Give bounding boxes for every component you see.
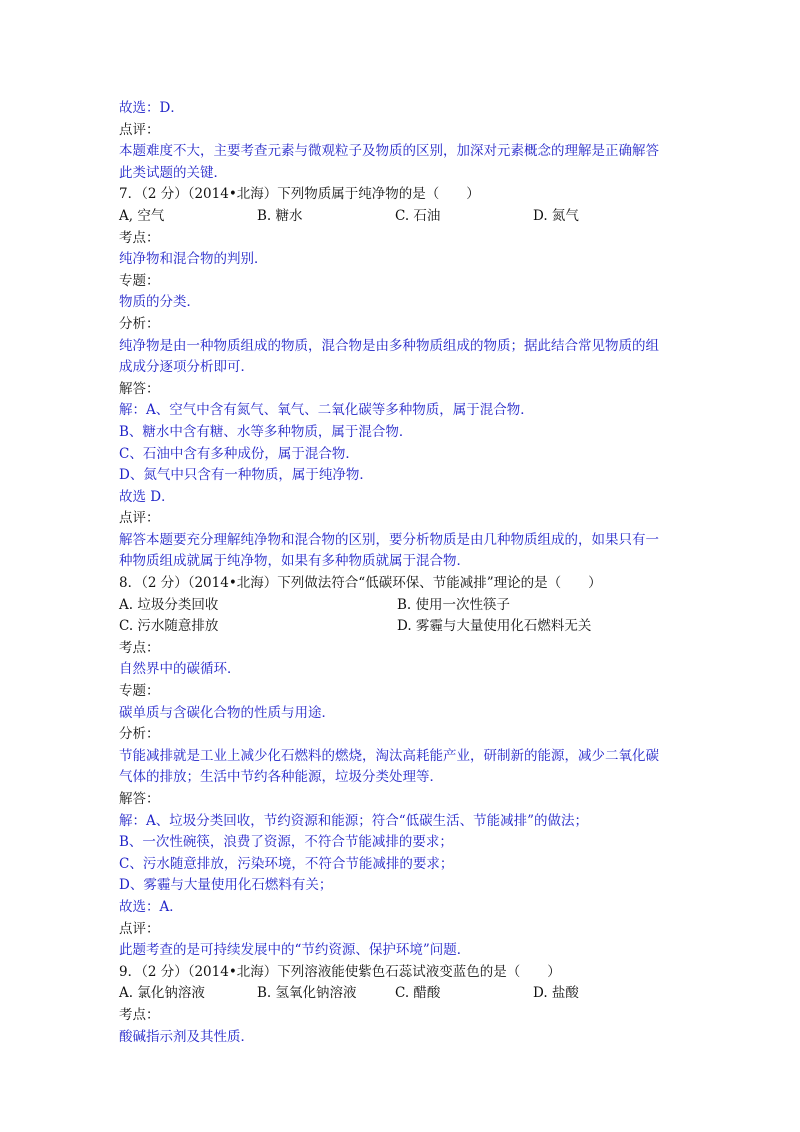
q8-option-a: A. 垃圾分类回收 [119, 596, 219, 613]
q6-comment-line: 此类试题的关键． [119, 164, 227, 181]
q8-jieda-label: 解答： [119, 791, 160, 807]
q7-option-b: B. 糖水 [257, 207, 303, 224]
q8-jieda-line: D、雾霾与大量使用化石燃料有关； [119, 877, 333, 894]
q6-comment-label: 点评： [119, 121, 160, 138]
q7-jieda-line: 解：A、空气中含有氮气、氧气、二氧化碳等多种物质，属于混合物． [119, 402, 534, 419]
q8-jieda-line: 故选：A． [119, 898, 183, 915]
q9-option-d: D. 盐酸 [533, 985, 579, 1002]
q8-comment-line: 此题考查的是可持续发展中的“节约资源、保护环境”问题． [119, 942, 471, 959]
q7-options [119, 206, 689, 228]
q7-zhuanti: 物质的分类． [119, 294, 200, 311]
q8-jieda-line: 解：A、垃圾分类回收，节约资源和能源；符合“低碳生活、节能减排”的做法； [119, 812, 589, 829]
q7-zhuanti-label: 专题： [119, 272, 160, 289]
document-page [119, 98, 689, 1048]
q7-jieda-label: 解答： [119, 380, 160, 397]
q8-option-d: D. 雾霾与大量使用化石燃料无关 [397, 618, 592, 635]
q9-kaodian-label: 考点： [119, 1006, 160, 1023]
q7-stem: 7．（2 分）（2014•北海）下列物质属于纯净物的是（ ） [119, 186, 480, 203]
q9-option-b: B. 氢氧化钠溶液 [257, 985, 357, 1002]
q8-stem: 8．（2 分）（2014•北海）下列做法符合“低碳环保、节能减排”理论的是（ ） [119, 575, 602, 592]
q7-option-d: D. 氮气 [533, 207, 579, 224]
q8-option-b: B. 使用一次性筷子 [397, 596, 511, 613]
q9-stem: 9．（2 分）（2014•北海）下列溶液能使紫色石蕊试液变蓝色的是（ ） [119, 963, 561, 980]
q8-kaodian-label: 考点： [119, 639, 160, 656]
q6-comment-line: 本题难度不大，主要考查元素与微观粒子及物质的区别，加深对元素概念的理解是正确解答 [119, 143, 659, 160]
q9-options [119, 983, 689, 1005]
q8-zhuanti: 碳单质与含碳化合物的性质与用途． [119, 704, 335, 721]
q7-kaodian: 纯净物和混合物的判别． [119, 251, 268, 268]
q7-kaodian-label: 考点： [119, 229, 160, 246]
q8-jieda-line: C、污水随意排放，污染环境，不符合节能减排的要求； [119, 855, 454, 872]
q8-fenxi-line: 气体的排放；生活中节约各种能源，垃圾分类处理等． [119, 769, 443, 786]
q7-jieda-line: C、石油中含有多种成份，属于混合物． [119, 445, 359, 462]
q8-fenxi-label: 分析： [119, 726, 160, 743]
q8-option-c: C. 污水随意排放 [119, 618, 219, 635]
q6-answer: 故选：D． [119, 100, 184, 116]
q8-kaodian: 自然界中的碳循环． [119, 661, 241, 678]
q7-jieda-line: 故选 D． [119, 488, 175, 505]
q7-option-a: A, 空气 [119, 207, 165, 224]
q7-jieda-line: B、糖水中含有糖、水等多种物质，属于混合物． [119, 423, 413, 440]
q8-zhuanti-label: 专题： [119, 683, 160, 700]
q8-options-row-1 [119, 595, 689, 617]
q8-fenxi-line: 节能减排就是工业上减少化石燃料的燃烧，淘汰高耗能产业，研制新的能源，减少二氧化碳 [119, 747, 659, 764]
q7-fenxi-label: 分析： [119, 315, 160, 332]
q7-jieda-line: D、氮气中只含有一种物质，属于纯净物． [119, 467, 373, 484]
q7-option-c: C. 石油 [395, 207, 441, 224]
q8-options-row-2 [119, 616, 689, 638]
q8-jieda-line: B、一次性碗筷，浪费了资源，不符合节能减排的要求； [119, 834, 453, 851]
q7-fenxi-line: 纯净物是由一种物质组成的物质，混合物是由多种物质组成的物质；据此结合常见物质的组 [119, 337, 659, 354]
q7-comment-line: 解答本题要充分理解纯净物和混合物的区别，要分析物质是由几种物质组成的，如果只有一 [119, 531, 659, 548]
q7-comment-line: 种物质组成就属于纯净物，如果有多种物质就属于混合物． [119, 553, 470, 570]
q9-option-c: C. 醋酸 [395, 985, 441, 1002]
q9-kaodian: 酸碱指示剂及其性质． [119, 1028, 254, 1045]
q9-option-a: A. 氯化钠溶液 [119, 985, 205, 1002]
q7-comment-label: 点评： [119, 510, 160, 527]
q7-fenxi-line: 成成分逐项分析即可． [119, 359, 254, 376]
q8-comment-label: 点评： [119, 920, 160, 937]
